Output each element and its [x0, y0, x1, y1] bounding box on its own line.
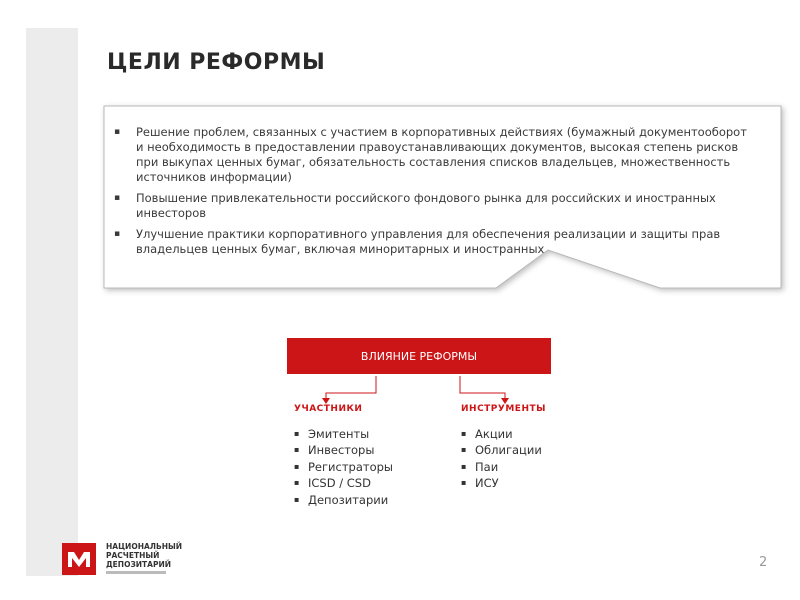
goal-text: Повышение привлекательности российского фондового рынка для российских и иностранных инвесторов: [136, 191, 716, 220]
arrow-to-instruments-icon: [460, 376, 505, 400]
list-item: ▪ Регистраторы: [294, 459, 394, 474]
list-item: ▪ Акции: [461, 427, 513, 441]
list-item: ▪ Депозитарии: [294, 492, 389, 507]
page-number: 2: [759, 555, 768, 570]
list-item: ▪ Эмитенты: [294, 427, 370, 441]
square-bullet-icon: ▪: [294, 445, 300, 455]
list-item: ▪ ICSD / CSD: [294, 476, 371, 491]
square-bullet-icon: ▪: [294, 478, 300, 488]
square-bullet-icon: ▪: [114, 127, 121, 137]
page-title: ЦЕЛИ РЕФОРМЫ: [107, 50, 326, 75]
logo-text: НАЦИОНАЛЬНЫЙ РАСЧЕТНЫЙ ДЕПОЗИТАРИЙ: [106, 542, 183, 569]
participants-heading: УЧАСТНИКИ: [294, 404, 363, 414]
arrow-to-participants-icon: [326, 376, 376, 400]
instruments-heading: ИНСТРУМЕНТЫ: [461, 404, 546, 414]
list-item: ▪ Инвесторы: [294, 443, 375, 458]
impact-label: ВЛИЯНИЕ РЕФОРМЫ: [360, 349, 478, 363]
logo-tagline-decoration: [106, 571, 166, 574]
goal-text: Улучшение практики корпоративного управления для обеспечения реализации и защиты прав владельцев ценных бумаг, включая миноритарных и иностранных: [136, 227, 721, 256]
square-bullet-icon: ▪: [114, 229, 121, 239]
list-item: ▪ Облигации: [461, 443, 542, 458]
square-bullet-icon: ▪: [294, 429, 300, 438]
instruments-list: [461, 426, 542, 492]
square-bullet-icon: ▪: [461, 461, 467, 471]
square-bullet-icon: ▪: [461, 429, 467, 438]
participants-list: [294, 426, 393, 508]
square-bullet-icon: ▪: [461, 445, 467, 455]
nsd-logo-icon: [62, 543, 96, 575]
square-bullet-icon: ▪: [294, 461, 300, 471]
square-bullet-icon: ▪: [461, 478, 467, 488]
goal-text: Решение проблем, связанных с участием в корпоративных действиях (бумажный документооборот и необходимость в предоставлении правоустанавливающих документов, высокая степень рисков при выкупах ценных бумаг, обязательность составления списков владельцев, множественность источников информации): [136, 125, 747, 184]
square-bullet-icon: ▪: [114, 193, 121, 203]
list-item: ▪ Паи: [461, 459, 499, 474]
square-bullet-icon: ▪: [294, 494, 300, 504]
list-item: ▪ ИСУ: [461, 476, 499, 491]
